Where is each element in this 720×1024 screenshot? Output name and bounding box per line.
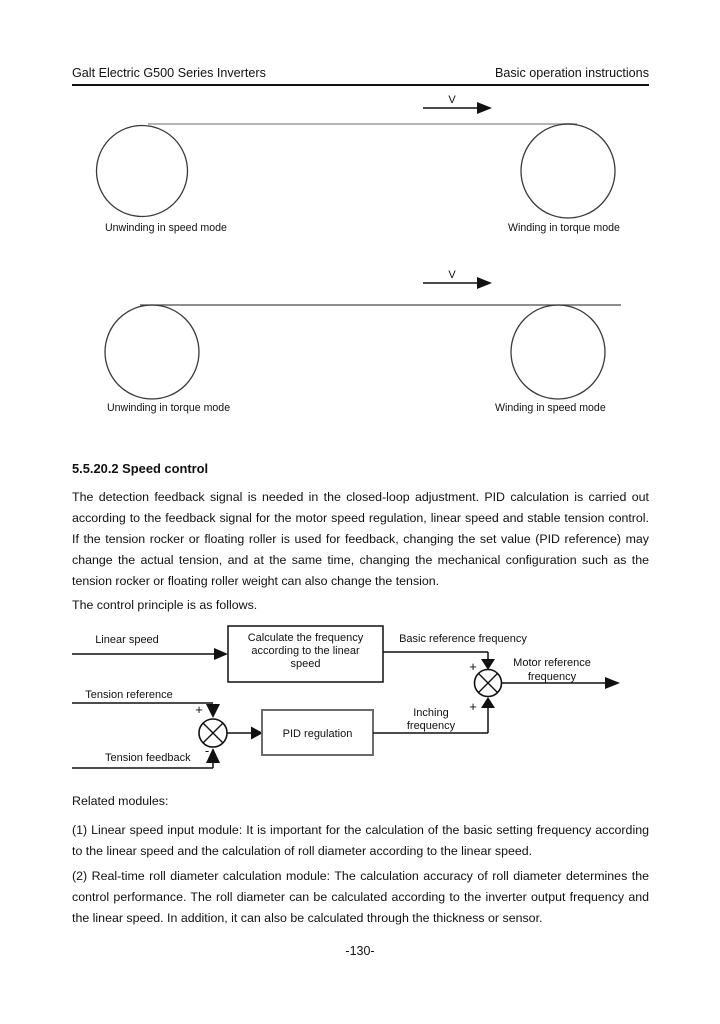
arrowhead-icon xyxy=(206,704,220,718)
arrowhead-icon xyxy=(605,677,620,689)
calc-box-text-1: Calculate the frequency xyxy=(247,632,364,644)
velocity-arrowhead-icon xyxy=(477,277,492,289)
right-roller-label: Winding in speed mode xyxy=(495,402,606,414)
plus-sign: + xyxy=(195,702,203,717)
arrowhead-icon xyxy=(481,697,495,708)
velocity-label: V xyxy=(448,94,456,106)
inching-frequency-label-1: Inching xyxy=(413,707,449,719)
pid-box-text: PID regulation xyxy=(282,728,353,740)
tension-reference-label: Tension reference xyxy=(85,689,173,701)
velocity-label: V xyxy=(448,269,456,281)
header-left-title: Galt Electric G500 Series Inverters xyxy=(72,66,266,80)
unwinding-roller xyxy=(105,305,199,399)
calc-box-text-2: according to the linear xyxy=(251,645,360,657)
left-roller-label: Unwinding in torque mode xyxy=(107,402,231,414)
roller-diagram-1 xyxy=(60,85,660,245)
plus-sign: + xyxy=(469,659,477,674)
unwinding-roller xyxy=(97,126,188,217)
basic-reference-frequency-label: Basic reference frequency xyxy=(399,633,527,645)
winding-roller xyxy=(521,124,615,218)
arrowhead-icon xyxy=(214,648,228,660)
calc-box-text-3: speed xyxy=(290,658,321,670)
linear-speed-label: Linear speed xyxy=(95,634,159,646)
right-roller-label: Winding in torque mode xyxy=(508,222,620,234)
tension-feedback-label: Tension feedback xyxy=(105,752,191,764)
related-modules-heading: Related modules: xyxy=(72,794,169,808)
motor-reference-label-2: frequency xyxy=(527,671,577,683)
minus-sign: - xyxy=(204,743,210,758)
left-roller-label: Unwinding in speed mode xyxy=(105,222,227,234)
page-number: -130- xyxy=(345,944,375,958)
velocity-arrowhead-icon xyxy=(477,102,492,114)
related-module-item-2: (2) Real-time roll diameter calculation module: The calculation accuracy of roll diameter determines the control performance. The roll diameter can be calculated according to the inverter output frequency and the linear speed. In addition, it can also be calculated through the thickness or sensor. xyxy=(72,869,649,925)
inching-frequency-label-2: frequency xyxy=(406,720,456,732)
control-block-diagram xyxy=(60,622,660,792)
motor-reference-label-1: Motor reference xyxy=(513,657,591,669)
arrowhead-icon xyxy=(481,659,495,670)
roller-diagram-2 xyxy=(60,258,660,423)
section-heading: 5.5.20.2 Speed control xyxy=(72,461,209,476)
related-module-item-1: (1) Linear speed input module: It is important for the calculation of the basic setting frequency according to the linear speed and the calculation of roll diameter according to the linear speed. xyxy=(72,823,649,858)
paragraph-speed-control: The detection feedback signal is needed in the closed-loop adjustment. PID calculation is carried out according to the feedback signal for the motor speed regulation, linear speed and stable tension control. If the tension rocker or floating roller is used for feedback, changing the set value (PID reference) may change the actual tension, and at the same time, changing the mechanical configuration such as the tension rocker or floating roller weight can also change the tension. xyxy=(72,490,649,588)
plus-sign: + xyxy=(469,699,477,714)
paragraph-control-principle: The control principle is as follows. xyxy=(72,598,258,612)
winding-roller xyxy=(511,305,605,399)
header-right-title: Basic operation instructions xyxy=(494,66,649,80)
